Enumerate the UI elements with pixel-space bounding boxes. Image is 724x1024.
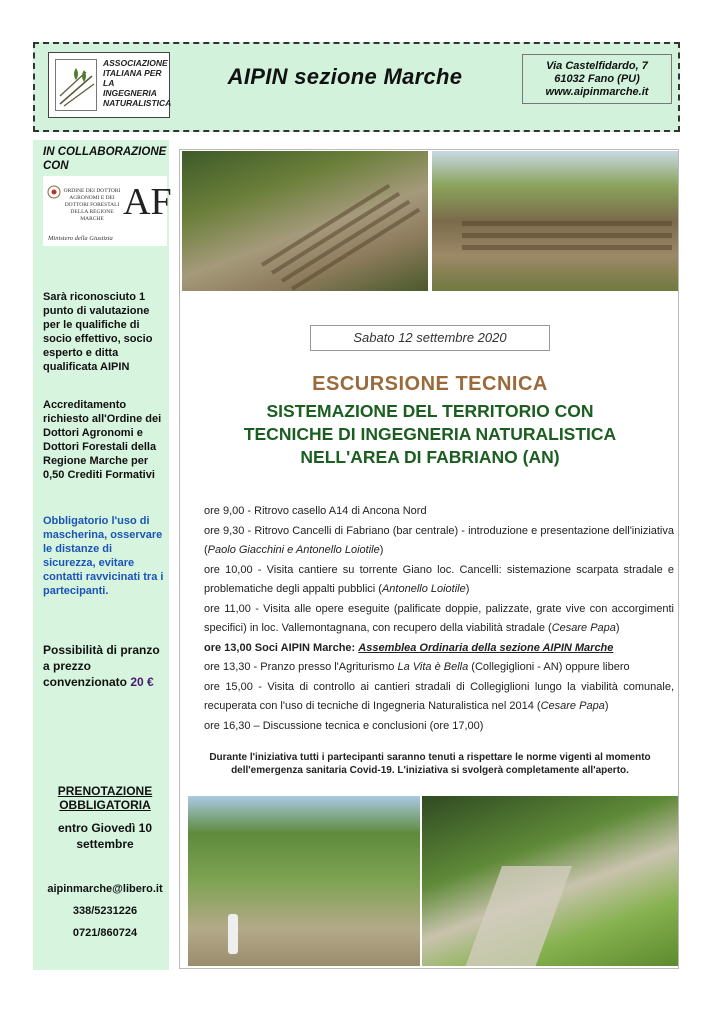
photo-timber-crib [432, 151, 678, 291]
address-street: Via Castelfidardo, 7 [546, 60, 648, 72]
odaf-credits: Accreditamento richiesto all'Ordine dei Dottori Agronomi e Dottori Forestali della Regione Marche per 0,50 Crediti Formativi [43, 399, 162, 481]
event-title-line2: TECNICHE DI INGEGNERIA NATURALISTICA [243, 424, 617, 444]
logo-mark-icon [55, 59, 97, 111]
address-box [522, 54, 672, 104]
odaf-logo [43, 176, 172, 246]
event-title-line3: NELL'AREA DI FABRIANO (AN) [300, 447, 560, 467]
event-date: Sabato 12 settembre 2020 [310, 325, 550, 351]
lunch-text: Possibilità di pranzo a prezzo convenzionato [43, 643, 160, 689]
website-link[interactable]: www.aipinmarche.it [545, 86, 649, 98]
photo-slope-works [182, 151, 428, 291]
logo-text: ASSOCIAZIONE ITALIANA PER LA INGEGNERIA NATURALISTICA [103, 58, 172, 108]
event-title-line1: SISTEMAZIONE DEL TERRITORIO CON [266, 401, 594, 421]
aipin-logo [48, 52, 170, 118]
schedule-item: ore 9,00 - Ritrovo casello A14 di Ancona Nord [204, 505, 427, 517]
schedule-item: ore 15,00 - Visita di controllo ai cantieri stradali di Collegiglioni lungo la viabilità comunale, recuperata con l'uso di tecniche di Ingegneria Naturalistica nel 2014 (Cesare Papa) [204, 680, 674, 712]
emblem-icon [47, 184, 61, 200]
odaf-text: ORDINE DEI DOTTORI AGRONOMI E DEI DOTTORI FORESTALI DELLA REGIONE MARCHE [63, 188, 121, 222]
photo-stream [422, 796, 678, 966]
lunch-price: 20 € [130, 675, 154, 689]
schedule-item: ore 16,30 – Discussione tecnica e conclusioni (ore 17,00) [204, 719, 484, 732]
address-city: 61032 Fano (PU) [554, 73, 640, 85]
af-mark: AF [123, 181, 172, 223]
collab-label: IN COLLABORAZIONE CON [43, 146, 167, 172]
schedule-item: ore 13,30 - Pranzo presso l'Agriturismo La Vita è Bella (Collegiglioni - AN) oppure libero [204, 661, 630, 673]
booking-deadline: entro Giovedì 10 settembre [57, 821, 153, 851]
schedule [204, 502, 674, 736]
person-figure [228, 914, 238, 954]
contacts [43, 878, 167, 944]
event-type: ESCURSIONE TECNICA [312, 373, 548, 395]
schedule-item: ore 11,00 - Visita alle opere eseguite (palificate doppie, palizzate, grate vive con accorgimenti specifici) in loc. Vallemontagnana, con recupero della viabilità stradale (Cesare Papa) [204, 602, 674, 634]
page-title: AIPIN sezione Marche [227, 64, 463, 89]
covid-note: Durante l'iniziativa tutti i partecipanti saranno tenuti a rispettare le norme vigenti al momento dell'emergenza sanitaria Covid-19. L'iniziativa si svolgerà completamente all'aperto. [209, 752, 651, 776]
phone-office: 0721/860724 [72, 927, 138, 939]
ministero-label: Ministero della Giustizia [48, 235, 113, 242]
stream-bed [462, 866, 572, 966]
sidebar [33, 140, 172, 970]
phone-mobile: 338/5231226 [72, 905, 138, 917]
schedule-item: ore 10,00 - Visita cantiere su torrente Giano loc. Cancelli: sistemazione scarpata stradale e problematiche degli appalti pubblici (Antonello Loiotile) [204, 563, 674, 595]
assembly-link: Assemblea Ordinaria della sezione AIPIN Marche [358, 641, 614, 654]
email-link[interactable]: aipinmarche@libero.it [47, 883, 163, 895]
photo-woods-person [188, 796, 420, 966]
main-card [179, 149, 679, 969]
schedule-item: ore 13,00 Soci AIPIN Marche: Assemblea Ordinaria della sezione AIPIN Marche [204, 641, 614, 654]
safety-note: Obbligatorio l'uso di mascherina, osservare le distanze di sicurezza, evitare contatti ravvicinati tra i partecipanti. [43, 515, 164, 597]
header [33, 42, 680, 132]
aipin-credits: Sarà riconosciuto 1 punto di valutazione per le qualifiche di socio effettivo, socio esperto e ditta qualificata AIPIN [43, 291, 153, 373]
booking-title: PRENOTAZIONE OBBLIGATORIA [57, 784, 153, 812]
schedule-item: ore 9,30 - Ritrovo Cancelli di Fabriano (bar centrale) - introduzione e presentazione dell'iniziativa (Paolo Giacchini e Antonello Loiotile) [204, 524, 674, 556]
event-title [180, 400, 680, 469]
lunch-note [43, 642, 167, 690]
